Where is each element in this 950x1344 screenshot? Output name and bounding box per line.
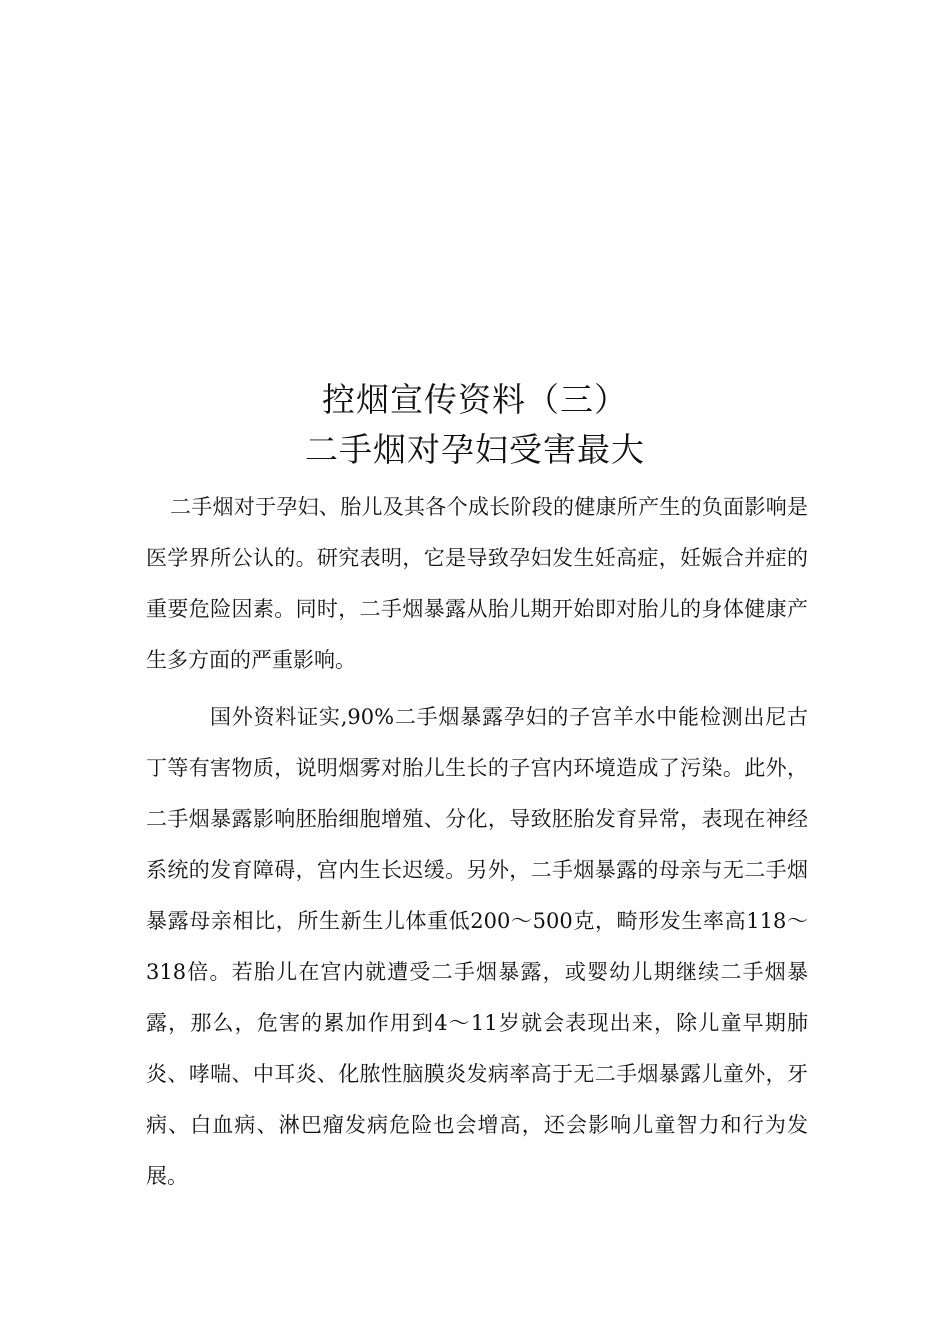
paragraph-intro: 二手烟对于孕妇、胎儿及其各个成长阶段的健康所产生的负面影响是医学界所公认的。研究表明，它是导致孕妇发生妊高症，妊娠合并症的重要危险因素。同时，二手烟暴露从胎儿期开始即对胎儿的身体健康产生多方面的严重影响。	[146, 495, 808, 672]
document-title: 控烟宣传资料（三）	[322, 380, 628, 419]
document-body	[146, 482, 808, 1202]
paragraph-evidence: 国外资料证实,90%二手烟暴露孕妇的子宫羊水中能检测出尼古丁等有害物质，说明烟雾对胎儿生长的子宫内环境造成了污染。此外，二手烟暴露影响胚胎细胞增殖、分化，导致胚胎发育异常，表现在神经系统的发育障碍，宫内生长迟缓。另外，二手烟暴露的母亲与无二手烟暴露母亲相比，所生新生儿体重低200～500克，畸形发生率高118～318倍。若胎儿在宫内就遭受二手烟暴露，或婴幼儿期继续二手烟暴露，那么，危害的累加作用到4～11岁就会表现出来，除儿童早期肺炎、哮喘、中耳炎、化脓性脑膜炎发病率高于无二手烟暴露儿童外，牙病、白血病、淋巴瘤发病危险也会增高，还会影响儿童智力和行为发展。	[146, 705, 808, 1188]
document-subtitle: 二手烟对孕妇受害最大	[305, 430, 645, 469]
